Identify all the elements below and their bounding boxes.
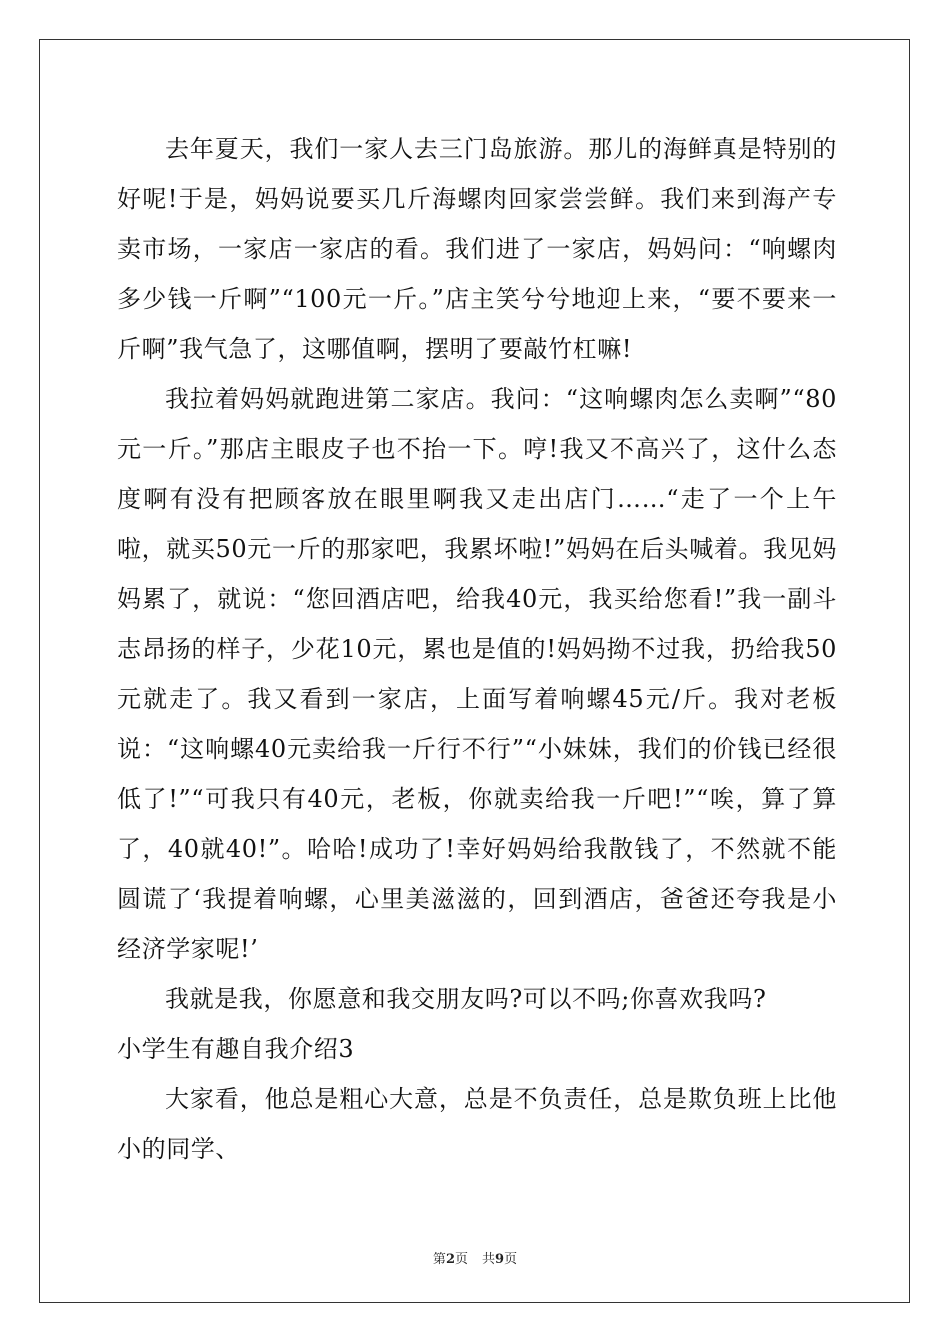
- page-total: 共9页: [482, 1252, 518, 1267]
- paragraph-bargaining: 我拉着妈妈就跑进第二家店。我问：“这响螺肉怎么卖啊”“80元一斤。”那店主眼皮子也不抬一下。哼!我又不高兴了，这什么态度啊有没有把顾客放在眼里啊我又走出店门……“走了一个上午啦，就买50元一斤的那家吧，我累坏啦!”妈妈在后头喊着。我见妈妈累了，就说：“您回酒店吧，给我40元，我买给您看!”我一副斗志昂扬的样子，少花10元，累也是值的!妈妈拗不过我，扔给我50元就走了。我又看到一家店，上面写着响螺45元/斤。我对老板说：“这响螺40元卖给我一斤行不行”“小妹妹，我们的价钱已经很低了!”“可我只有40元，老板，你就卖给我一斤吧!”“唉，算了算了，40就40!”。哈哈!成功了!幸好妈妈给我散钱了，不然就不能圆谎了‘我提着响螺，心里美滋滋的，回到酒店，爸爸还夸我是小经济学家呢!’: [117, 385, 837, 963]
- page-footer: [0, 1248, 950, 1267]
- section-title: 小学生有趣自我介绍3: [117, 1035, 355, 1063]
- paragraph-seafood-trip: 去年夏天，我们一家人去三门岛旅游。那儿的海鲜真是特别的好呢!于是，妈妈说要买几斤海螺肉回家尝尝鲜。我们来到海产专卖市场，一家店一家店的看。我们进了一家店，妈妈问：“响螺肉多少钱一斤啊”“100元一斤。”店主笑兮兮地迎上来，“要不要来一斤啊”我气急了，这哪值啊，摆明了要敲竹杠嘛!: [117, 135, 837, 363]
- section-paragraph: 大家看，他总是粗心大意，总是不负责任，总是欺负班上比他小的同学、: [117, 1085, 837, 1163]
- paragraph-friendship: 我就是我，你愿意和我交朋友吗?可以不吗;你喜欢我吗?: [165, 985, 767, 1013]
- page-number: 第2页: [432, 1252, 468, 1267]
- document-body: [117, 124, 837, 1174]
